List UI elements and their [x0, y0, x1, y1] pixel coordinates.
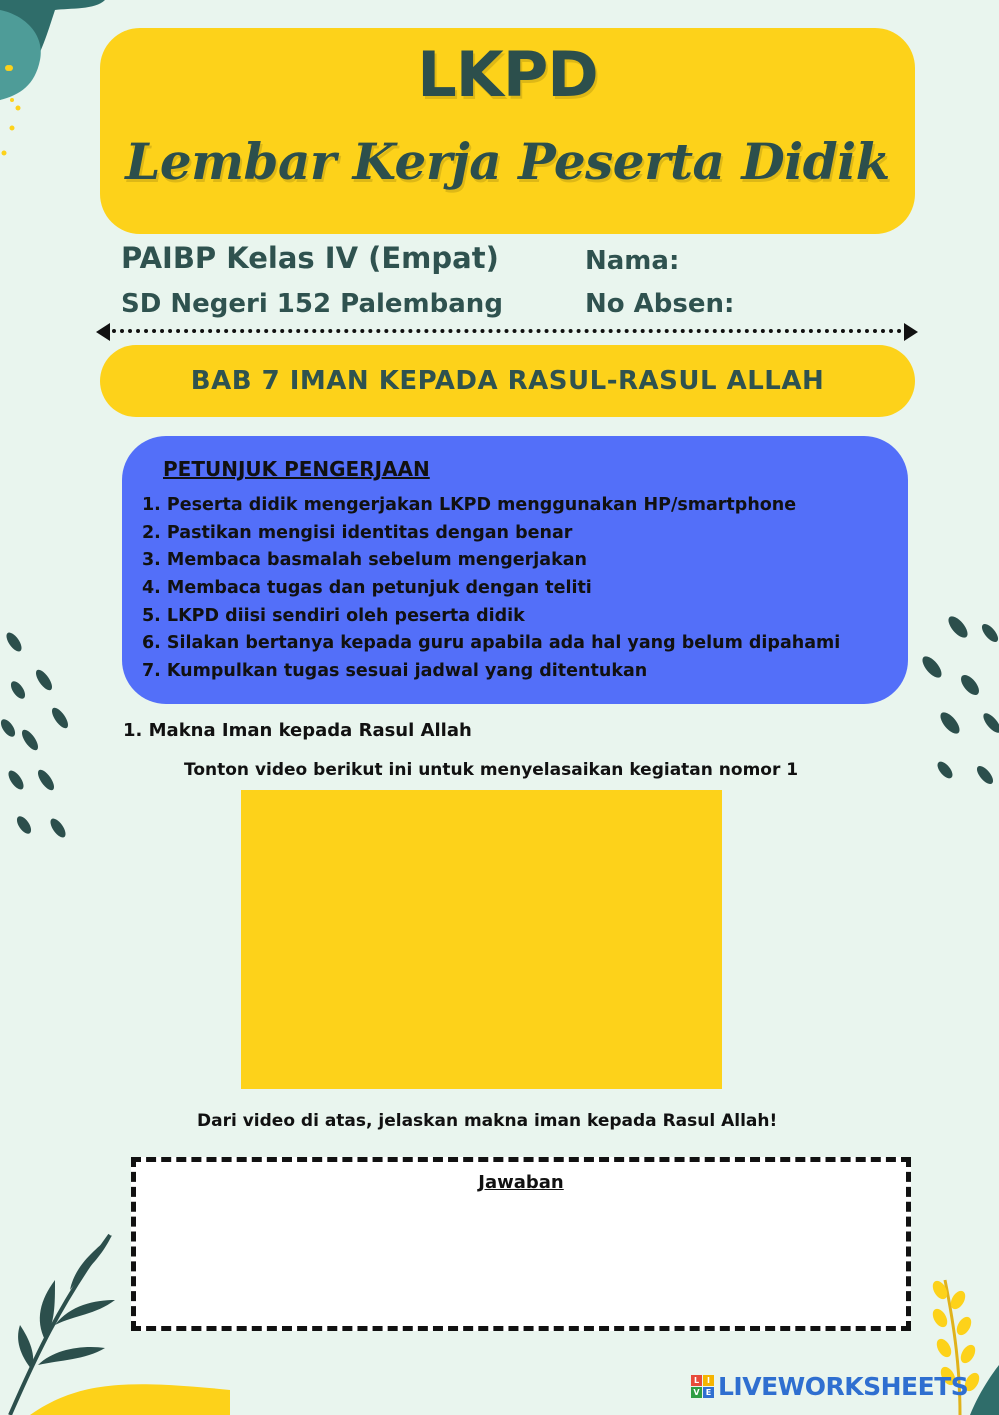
video-player[interactable]: [241, 790, 722, 1089]
video-instruction: Tonton video berikut ini untuk menyelasaikan kegiatan nomor 1: [184, 760, 799, 780]
instructions-title: PETUNJUK PENGERJAAN: [163, 457, 430, 481]
instruction-item: 3. Membaca basmalah sebelum mengerjakan: [142, 550, 587, 571]
chapter-title: BAB 7 IMAN KEPADA RASUL-RASUL ALLAH: [190, 366, 825, 396]
instruction-item: 5. LKPD diisi sendiri oleh peserta didik: [142, 605, 525, 626]
name-label: Nama:: [585, 246, 680, 276]
brand-name: LIVEWORKSHEETS: [718, 1372, 969, 1401]
answer-label: Jawaban: [478, 1172, 564, 1193]
chapter-banner: [100, 345, 915, 417]
school-label: SD Negeri 152 Palembang: [121, 289, 503, 319]
absen-label: No Absen:: [585, 289, 735, 319]
question-heading: 1. Makna Iman kepada Rasul Allah: [123, 720, 472, 741]
instruction-item: 2. Pastikan mengisi identitas dengan benar: [142, 522, 573, 543]
instructions-list: [142, 492, 840, 686]
page-title: LKPD: [417, 38, 598, 111]
liveworksheets-brand[interactable]: [691, 1372, 968, 1401]
page-subtitle: Lembar Kerja Peserta Didik: [125, 132, 890, 191]
question-prompt: Dari video di atas, jelaskan makna iman kepada Rasul Allah!: [197, 1111, 778, 1131]
instruction-item: 1. Peserta didik mengerjakan LKPD menggunakan HP/smartphone: [142, 495, 797, 515]
instruction-item: 4. Membaca tugas dan petunjuk dengan teliti: [142, 578, 592, 599]
decor-leaf-dashes-left: [0, 630, 90, 860]
dotted-divider: [112, 329, 902, 333]
instruction-item: 6. Silakan bertanya kepada guru apabila ada hal yang belum dipahami: [142, 633, 841, 654]
subject-label: PAIBP Kelas IV (Empat): [121, 241, 499, 275]
decor-dots-top-left: [0, 60, 30, 160]
liveworksheets-logo-icon: L I V E: [691, 1375, 714, 1398]
decor-leaf-dashes-right: [910, 605, 999, 825]
instruction-item: 7. Kumpulkan tugas sesuai jadwal yang ditentukan: [142, 661, 648, 682]
divider-right-arrow: [900, 322, 918, 342]
